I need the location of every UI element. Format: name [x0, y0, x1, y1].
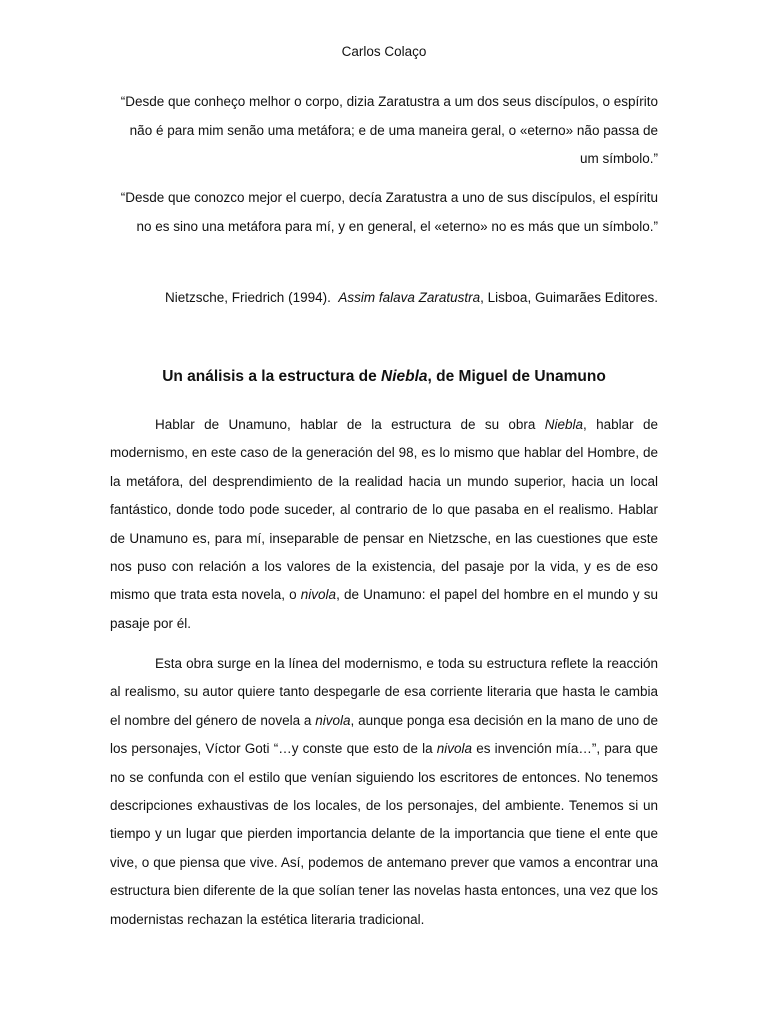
body-paragraph-1 — [110, 411, 658, 638]
body-paragraph-2 — [110, 650, 658, 934]
epigraph-quote-spanish: “Desde que conozco mejor el cuerpo, decía Zaratustra a uno de sus discípulos, el espíritu no es sino una metáfora para mí, y en general, el «eterno» no es más que un símbolo.” — [120, 190, 658, 234]
italic-term: nivola — [300, 587, 337, 603]
paragraph-text: , aunque ponga esa decisión en la mano de uno de los personajes, Víctor Goti “…y conste que esto de la — [110, 712, 658, 757]
italic-work-name: Niebla — [544, 417, 584, 432]
article-title — [0, 368, 768, 386]
paragraph-text: Esta obra surge en la línea del modernismo, e toda su estructura reflete la reacción al realismo, su autor quiere tanto despegarle de esa corriente literaria que hasta le cambia el nombre del género de novela a — [110, 656, 658, 728]
paragraph-text: Hablar de Unamuno, hablar de la estructura de su obra — [155, 417, 545, 432]
italic-term: nivola — [315, 712, 351, 728]
author-name: Carlos Colaço — [341, 44, 427, 59]
paragraph-text: , hablar de modernismo, en este caso de la generación del 98, es lo mismo que hablar del Hombre, de la metáfora, del desprendimiento de la realidad hacia un mundo superior, hacia un local fantástico, donde todo pode suceder, al contrario de lo que pasaba en el realismo. Hablar de Unamuno es, para mí, inseparable de pensar en Nietzsche, en las cuestiones que este nos puso con relación a los valores de la existencia, del pasaje por la vida, y es de eso mismo que trata esta novela, o — [110, 417, 659, 603]
title-text-before: Un análisis a la estructura de — [162, 368, 382, 385]
italic-term: nivola — [436, 741, 473, 757]
epigraph-quote-portuguese: “Desde que conheço melhor o corpo, dizia Zaratustra a um dos seus discípulos, o espírito não é para mim senão uma metáfora; e de uma maneira geral, o «eterno» não passa de um símbolo.” — [120, 94, 658, 166]
title-work-name: Niebla — [381, 368, 428, 385]
paragraph-text: , de Unamuno: el papel del hombre en el mundo y su pasaje por él. — [110, 587, 658, 631]
citation-book-title: Assim falava Zaratustra — [338, 290, 481, 305]
title-text-after: , de Miguel de Unamuno — [427, 368, 606, 385]
citation-author: Nietzsche, Friedrich (1994). — [165, 290, 331, 305]
paragraph-text: es invención mía…”, para que no se confunda con el estilo que venían siguiendo los escritores de entonces. No tenemos descripciones exhaustivas de los locales, de los personajes, del ambiente. Tenemos si un tiempo y un lugar que pierden importancia delante de la importancia que tiene el ente que vive, o que piensa que vive. Así, podemos de antemano prever que vamos a encontrar una estructura bien diferente de la que solían tener las novelas hasta entonces, una vez que los modernistas rechazan la estética literaria tradicional. — [110, 741, 658, 927]
epigraph-citation — [110, 284, 658, 312]
citation-publisher: , Lisboa, Guimarães Editores. — [480, 290, 658, 305]
